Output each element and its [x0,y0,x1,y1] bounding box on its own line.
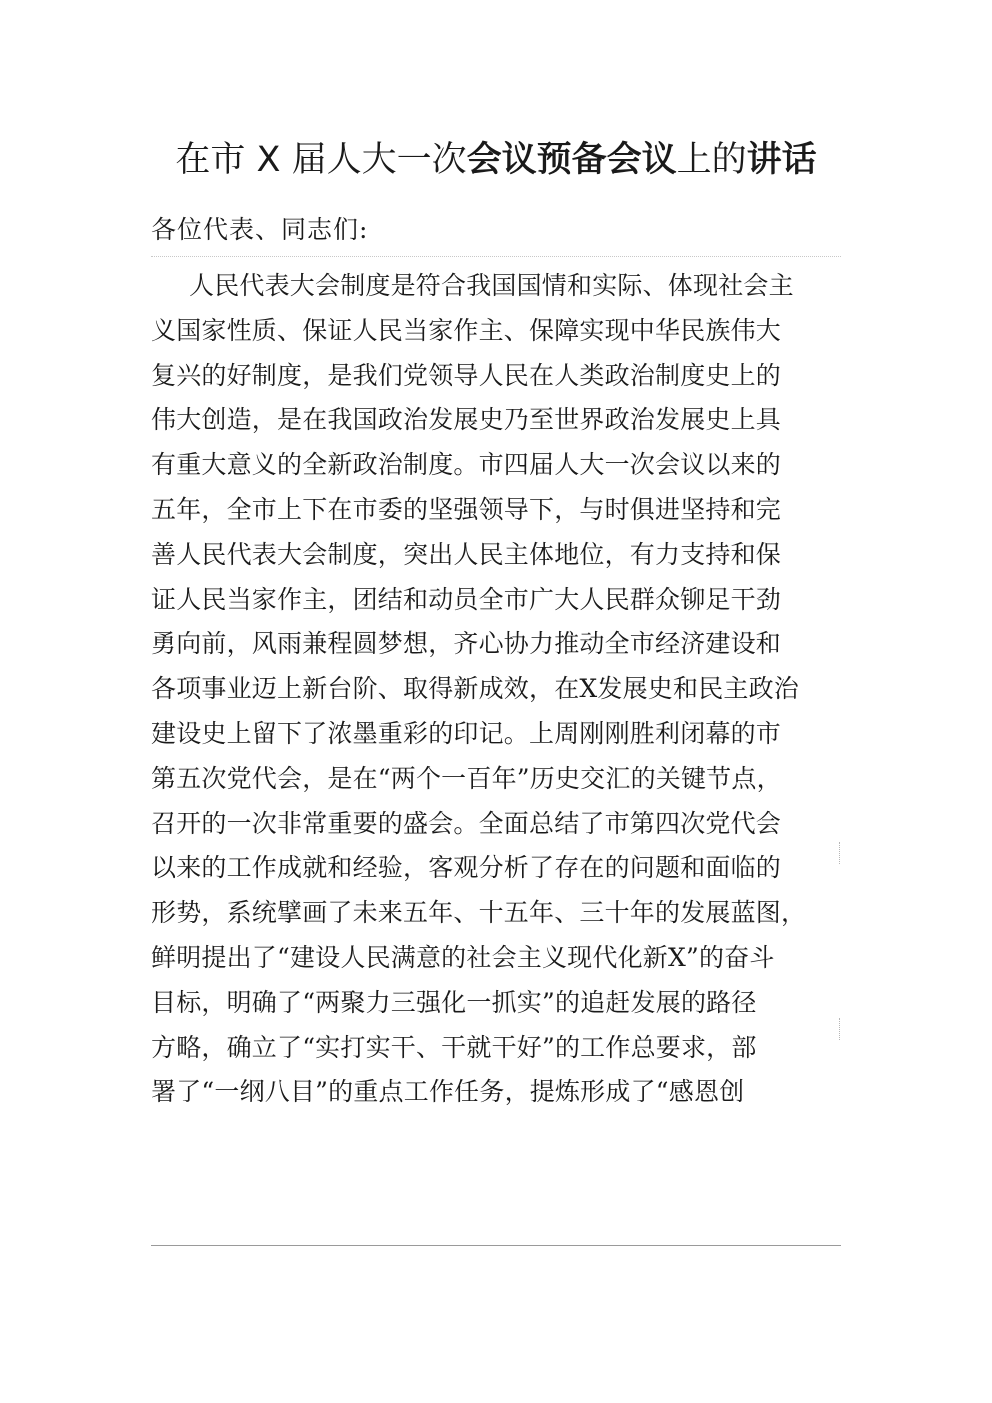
body-line: 义国家性质、保证人民当家作主、保障实现中华民族伟大 [151,315,782,345]
body-line: 鲜明提出了“建设人民满意的社会主义现代化新X”的奋斗 [151,942,775,972]
body-line: 五年，全市上下在市委的坚强领导下，与时俱进坚持和完 [151,494,782,524]
body-line: 各项事业迈上新台阶、取得新成效，在X发展史和民主政治 [151,674,800,704]
body-paragraph [151,264,851,1115]
title-part-5: 上的 [676,140,747,180]
body-line: 伟大创造，是在我国政治发展史乃至世界政治发展史上具 [151,405,782,435]
dotted-divider [151,256,841,257]
body-line: 有重大意义的全新政治制度。市四届人大一次会议以来的 [151,450,782,480]
salutation: 各位代表、同志们: [151,215,369,244]
body-line: 以来的工作成就和经验，客观分析了存在的问题和面临的 [151,853,782,883]
body-line: 署了“一纲八目”的重点工作任务，提炼形成了“感恩创 [151,1077,745,1107]
title-part-6: 讲话 [746,140,817,180]
title-part-2: X [256,140,281,180]
body-line: 目标，明确了“两聚力三强化一抓实”的追赶发展的路径 [151,987,757,1017]
body-line: 方略，确立了“实打实干、干就干好”的工作总要求，部 [151,1032,757,1062]
body-line: 建设史上留下了浓墨重彩的印记。上周刚刚胜利闭幕的市 [151,718,782,748]
margin-mark [839,842,841,864]
body-line: 复兴的好制度，是我们党领导人民在人类政治制度史上的 [151,360,782,390]
margin-mark [839,1018,841,1040]
title-part-4: 会议预备会议 [466,140,677,180]
document-title [0,135,992,185]
body-line: 证人民当家作主，团结和动员全市广大人民群众铆足干劲 [151,584,782,614]
body-line: 第五次党代会，是在“两个一百年”历史交汇的关键节点， [151,763,782,793]
body-line: 善人民代表大会制度，突出人民主体地位，有力支持和保 [151,539,782,569]
page-bottom-rule [151,1245,841,1246]
body-line: 形势，系统擘画了未来五年、十五年、三十年的发展蓝图， [151,898,807,928]
body-line: 召开的一次非常重要的盛会。全面总结了市第四次党代会 [151,808,782,838]
body-line: 勇向前，风雨兼程圆梦想，齐心协力推动全市经济建设和 [151,629,782,659]
title-part-1: 在市 [175,140,246,180]
body-line: 人民代表大会制度是符合我国国情和实际、体现社会主 [189,271,794,300]
title-part-3: 届人大一次 [291,140,467,180]
